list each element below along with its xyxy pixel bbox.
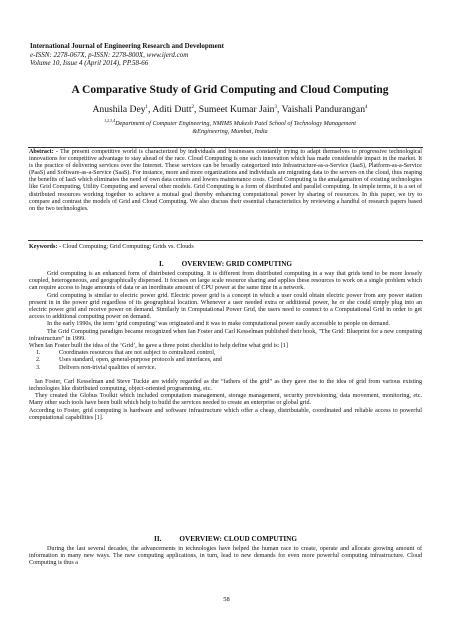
affiliation-sup: 1,2,3,4 <box>104 118 116 123</box>
section-title: OVERVIEW: CLOUD COMPUTING <box>179 535 297 543</box>
paragraph: Ian Foster, Carl Kesselman and Steve Tuckie are widely regarded as the “fathers of the grid” as they gave rise to the idea of grid from various existing technologies like distributed computing, object-oriented programming, etc. <box>29 378 422 393</box>
list-number: 3. <box>36 364 41 371</box>
list-number: 2. <box>36 357 41 364</box>
paragraph: During the last several decades, the advancements in technologies have helped the human race to create, operate and allocate growing amount of information in many new ways. The new computing applications, in turn, lead to new demands for even more powerful computing infrastructure. Cloud Computing is thus a <box>29 546 422 567</box>
journal-volume: Volume 10, Issue 4 (April 2014), PP.58-66 <box>30 59 149 68</box>
journal-issn: e-ISSN: 2278-067X, p-ISSN: 2278-800X, www.ijerd.com <box>30 50 189 59</box>
section-heading-1 <box>29 260 422 269</box>
paragraph: According to Foster, grid computing is hardware and software infrastructure which offer a cheap, distributable, coordinated and reliable access to powerful computational capabilities [1]. <box>29 407 422 421</box>
affiliation <box>55 117 405 136</box>
paragraph: In the early 1990s, the term ‘grid computing’ was originated and it was to make computational power easily accessible to people on demand. <box>47 321 391 328</box>
list-number: 1. <box>36 350 41 357</box>
affiliation-line2: &Engineering, Mumbai, India <box>192 128 268 136</box>
author-sup: 3 <box>274 105 277 110</box>
author-name: Vaishali Pandurangan <box>281 104 365 116</box>
section-heading-2 <box>29 535 422 544</box>
author-name: Aditi Dutt <box>152 104 192 116</box>
list-item <box>29 365 422 372</box>
list-text: Delivers non-trivial qualities of service. <box>59 364 156 371</box>
abstract-text: The present competitive world is characterized by individuals and businesses constantly trying to adapt themselves to progressive technological innovations for competitive advantage to stay ahead of the race. Cloud Computing is one such innovation which has made considerable impact in the market. It is the practice of delivering services over the Internet. These services can be broadly categorized into Infrastructure-as-a-Service (IaaS), Platform-as-a-Service (PaaS) and Software-as-a-Service (SaaS). For instance, more and more organizations and individuals are migrating data to the servers on the cloud, thus reaping the benefits of IaaS which eliminates the need of own data centres and lowers maintenance costs. Cloud Computing is the amalgamation of existing technologies like Grid Computing, Utility Computing and several other models. Grid Computing is a form of distributed and parallel computing. In simple terms, it is a set of distributed resources working together to achieve a mutual goal thereby enhancing computational power by sharing of resources. In this paper, we try to compare and contrast the models of Grid and Cloud Computing. We also discuss their essential characteristics by reviewing a handful of research papers based on the two technologies. <box>29 149 422 212</box>
abstract-label: Abstract: - <box>29 149 58 155</box>
author-name: Sumeet Kumar Jain <box>198 104 275 116</box>
journal-header <box>30 42 430 68</box>
checklist <box>29 350 422 372</box>
section-number: I. <box>159 260 164 268</box>
affiliation-line1: Department of Computer Engineering, NMIMS Mukesh Patel School of Technology Management <box>115 120 356 128</box>
list-text: Uses standard, open, general-purpose protocols and interfaces, and <box>59 357 222 364</box>
author-name: Anushila Dey <box>92 104 146 116</box>
paragraph: They created the Globus Toolkit which included computation management, storage management, security provisioning, data movement, monitoring, etc. Many other such tools have been built which help to build the services needed to create an enterprise or global grid. <box>29 393 422 407</box>
author-sup: 2 <box>191 105 194 110</box>
section-number: II. <box>154 535 162 543</box>
keywords-label: Keywords: - <box>29 244 61 250</box>
page-number: 58 <box>223 596 230 603</box>
author-list: Anushila Dey$^1$, Aditi Dutt$^2$, Sumeet Kumar Jain$^3$, Vaishali Pandurangan$^4$ <box>92 104 368 116</box>
abstract <box>29 149 422 213</box>
paragraph: Grid computing is similar to electric power grid. Electric power grid is a concept in which a user could obtain electric power from any power station present in in the power grid regardless of its geographical location. Whenever a user needed extra or additional power, he or she could simply plug into an electric power grid and receive power on demand. Similarly in Computational Power Grid, the users need to connect to a Computational Grid in order to get access to additional computing power on demand. <box>29 292 422 321</box>
journal-name: International Journal of Engineering Research and Development <box>30 42 224 50</box>
list-item <box>29 357 422 364</box>
keywords <box>29 244 422 251</box>
paragraph: Grid computing is an enhanced form of distributed computing. It is different from distributed computing in a way that grids tend to be more loosely coupled, heterogeneous, and geographically dispersed. It focuses on large scale resource sharing and applies these resources to work on a single problem which can require access to huge amounts of data or an inordinate amount of CPU power at the same time in a network. <box>29 271 422 292</box>
section-title: OVERVIEW: GRID COMPUTING <box>181 260 292 268</box>
paper-title: A Comparative Study of Grid Computing and Cloud Computing <box>71 84 389 96</box>
paragraph: The Grid Computing paradigm became recognized when Ian Foster and Carl Kesselman published their book, "The Grid: Blueprint for a new computing infrastructure" in 1999. <box>29 328 422 342</box>
author-sup: 1 <box>145 105 149 110</box>
section-1-body <box>29 271 422 422</box>
keywords-text: Cloud Computing; Grid Computing; Grids vs. Clouds <box>62 244 194 250</box>
author-sup: 4 <box>365 105 368 110</box>
section-2-body <box>29 546 422 568</box>
paragraph: When Ian Foster built the idea of the ‘Grid’, he gave a three point checklist to help define what grid is: [1] <box>29 343 288 350</box>
list-text: Coordinates resources that are not subject to centralized control, <box>59 350 216 357</box>
